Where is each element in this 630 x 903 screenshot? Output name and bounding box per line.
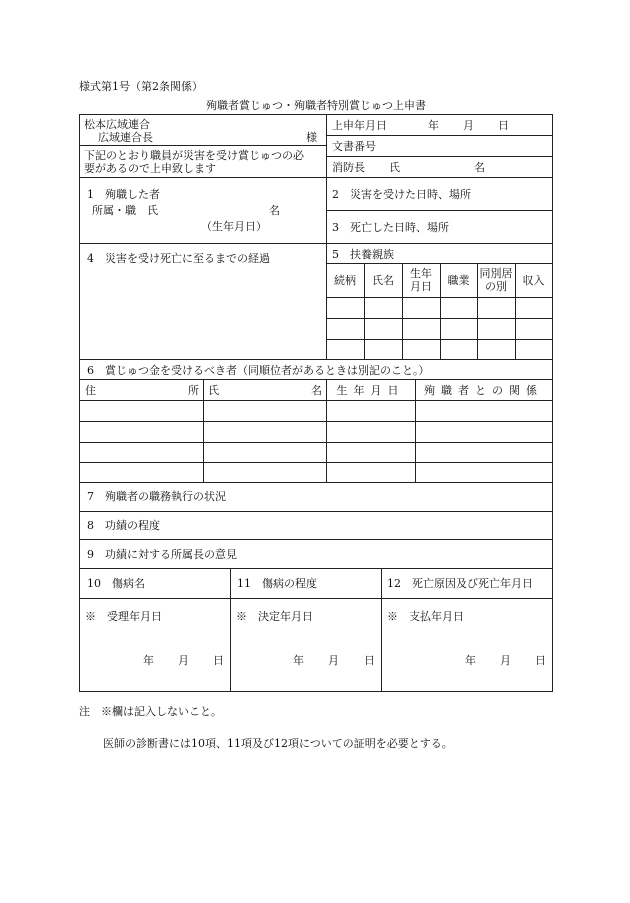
paid-date-label: ※ 支払年月日 [387,610,464,623]
divider [326,263,552,264]
chief-title: 広域連合長 [98,131,153,144]
col-occupation: 職業 [447,274,470,287]
section-4-label: 4 災害を受け死亡に至るまでの経過 [87,252,270,265]
col-fullname-b: 名 [311,384,322,397]
note-unfilled: 注 ※欄は記入しないこと。 [79,705,222,718]
received-year: 年 [143,654,154,667]
note-certificate: 医師の診断書には10項、11項及び12項についての証明を必要とする。 [103,737,453,750]
divider [80,243,552,244]
col-relationship: 続柄 [334,274,356,287]
divider [80,421,552,422]
decided-month: 月 [328,654,339,667]
divider [80,568,552,569]
divider [326,135,552,136]
date-year: 年 [428,119,439,132]
col-address-a: 住 [85,384,96,397]
divider [326,339,552,340]
divider [326,243,327,359]
col-residence-line-1: 同別居 [479,267,513,280]
application-form [79,114,553,692]
section-10-label: 10 傷病名 [87,577,145,590]
col-fullname-a: 氏 [208,384,219,397]
section-9-label: 9 功績に対する所属長の意見 [87,548,237,561]
form-number: 様式第1号（第2条関係） [79,80,203,93]
divider [326,210,552,211]
fire-chief-given: 名 [474,161,485,174]
divider [381,568,382,691]
name-suffix: 名 [269,204,280,217]
section-1-label: 1 殉職した者 [87,188,160,201]
divider [80,511,552,512]
paid-year: 年 [465,654,476,667]
section-8-label: 8 功績の程度 [87,519,160,532]
received-day: 日 [213,654,224,667]
date-day: 日 [498,119,509,132]
col-birth-line-2: 月日 [410,280,432,293]
paid-month: 月 [500,654,511,667]
divider [80,379,552,380]
section-2-label: 2 災害を受けた日時、場所 [332,188,471,201]
document-number-label: 文書番号 [332,140,376,153]
divider [80,177,552,178]
divider [326,297,552,298]
section-5-label: 5 扶養親族 [332,248,394,261]
divider [230,568,231,691]
section-7-label: 7 殉職者の職務執行の状況 [87,490,226,503]
date-month: 月 [463,119,474,132]
col-birth-line-1: 生年 [410,267,432,280]
col-residence-line-2: の別 [485,280,507,293]
divider [80,400,552,401]
affiliation-label: 所属・職 氏 [92,204,158,217]
divider [326,115,327,177]
divider [80,145,326,146]
decided-day: 日 [364,654,375,667]
received-month: 月 [178,654,189,667]
divider [80,442,552,443]
received-date-label: ※ 受理年月日 [85,610,162,623]
divider [80,462,552,463]
col-address-b: 所 [188,384,199,397]
paid-day: 日 [535,654,546,667]
col-name: 氏名 [372,274,394,287]
fire-chief-surname: 氏 [389,161,400,174]
col-relation: 殉職者との関係 [424,384,543,397]
divider [80,539,552,540]
section-3-label: 3 死亡した日時、場所 [332,221,449,234]
col-birthdate: 生年月日 [336,384,405,397]
document-title: 殉職者賞じゅつ・殉職者特別賞じゅつ上申書 [206,99,426,112]
divider [326,156,552,157]
section-12-label: 12 死亡原因及び死亡年月日 [387,577,533,590]
divider [80,482,552,483]
decided-year: 年 [293,654,304,667]
section-11-label: 11 傷病の程度 [237,577,317,590]
org-name: 松本広域連合 [84,118,150,131]
birth-label: （生年月日） [201,220,267,233]
section-6-label: 6 賞じゅつ金を受けるべき者（同順位者があるときは別記のこと。） [87,364,430,377]
statement-line-2: 要があるので上申致します [84,162,216,175]
fire-chief-label: 消防長 [332,161,365,174]
col-income: 収入 [522,274,545,287]
decided-date-label: ※ 決定年月日 [236,610,313,623]
divider [326,318,552,319]
statement-line-1: 下記のとおり職員が災害を受け賞じゅつの必 [84,149,304,162]
divider [80,359,552,360]
divider [80,598,552,599]
application-date-label: 上申年月日 [332,119,387,132]
honorific: 様 [306,131,317,144]
divider [203,379,204,482]
